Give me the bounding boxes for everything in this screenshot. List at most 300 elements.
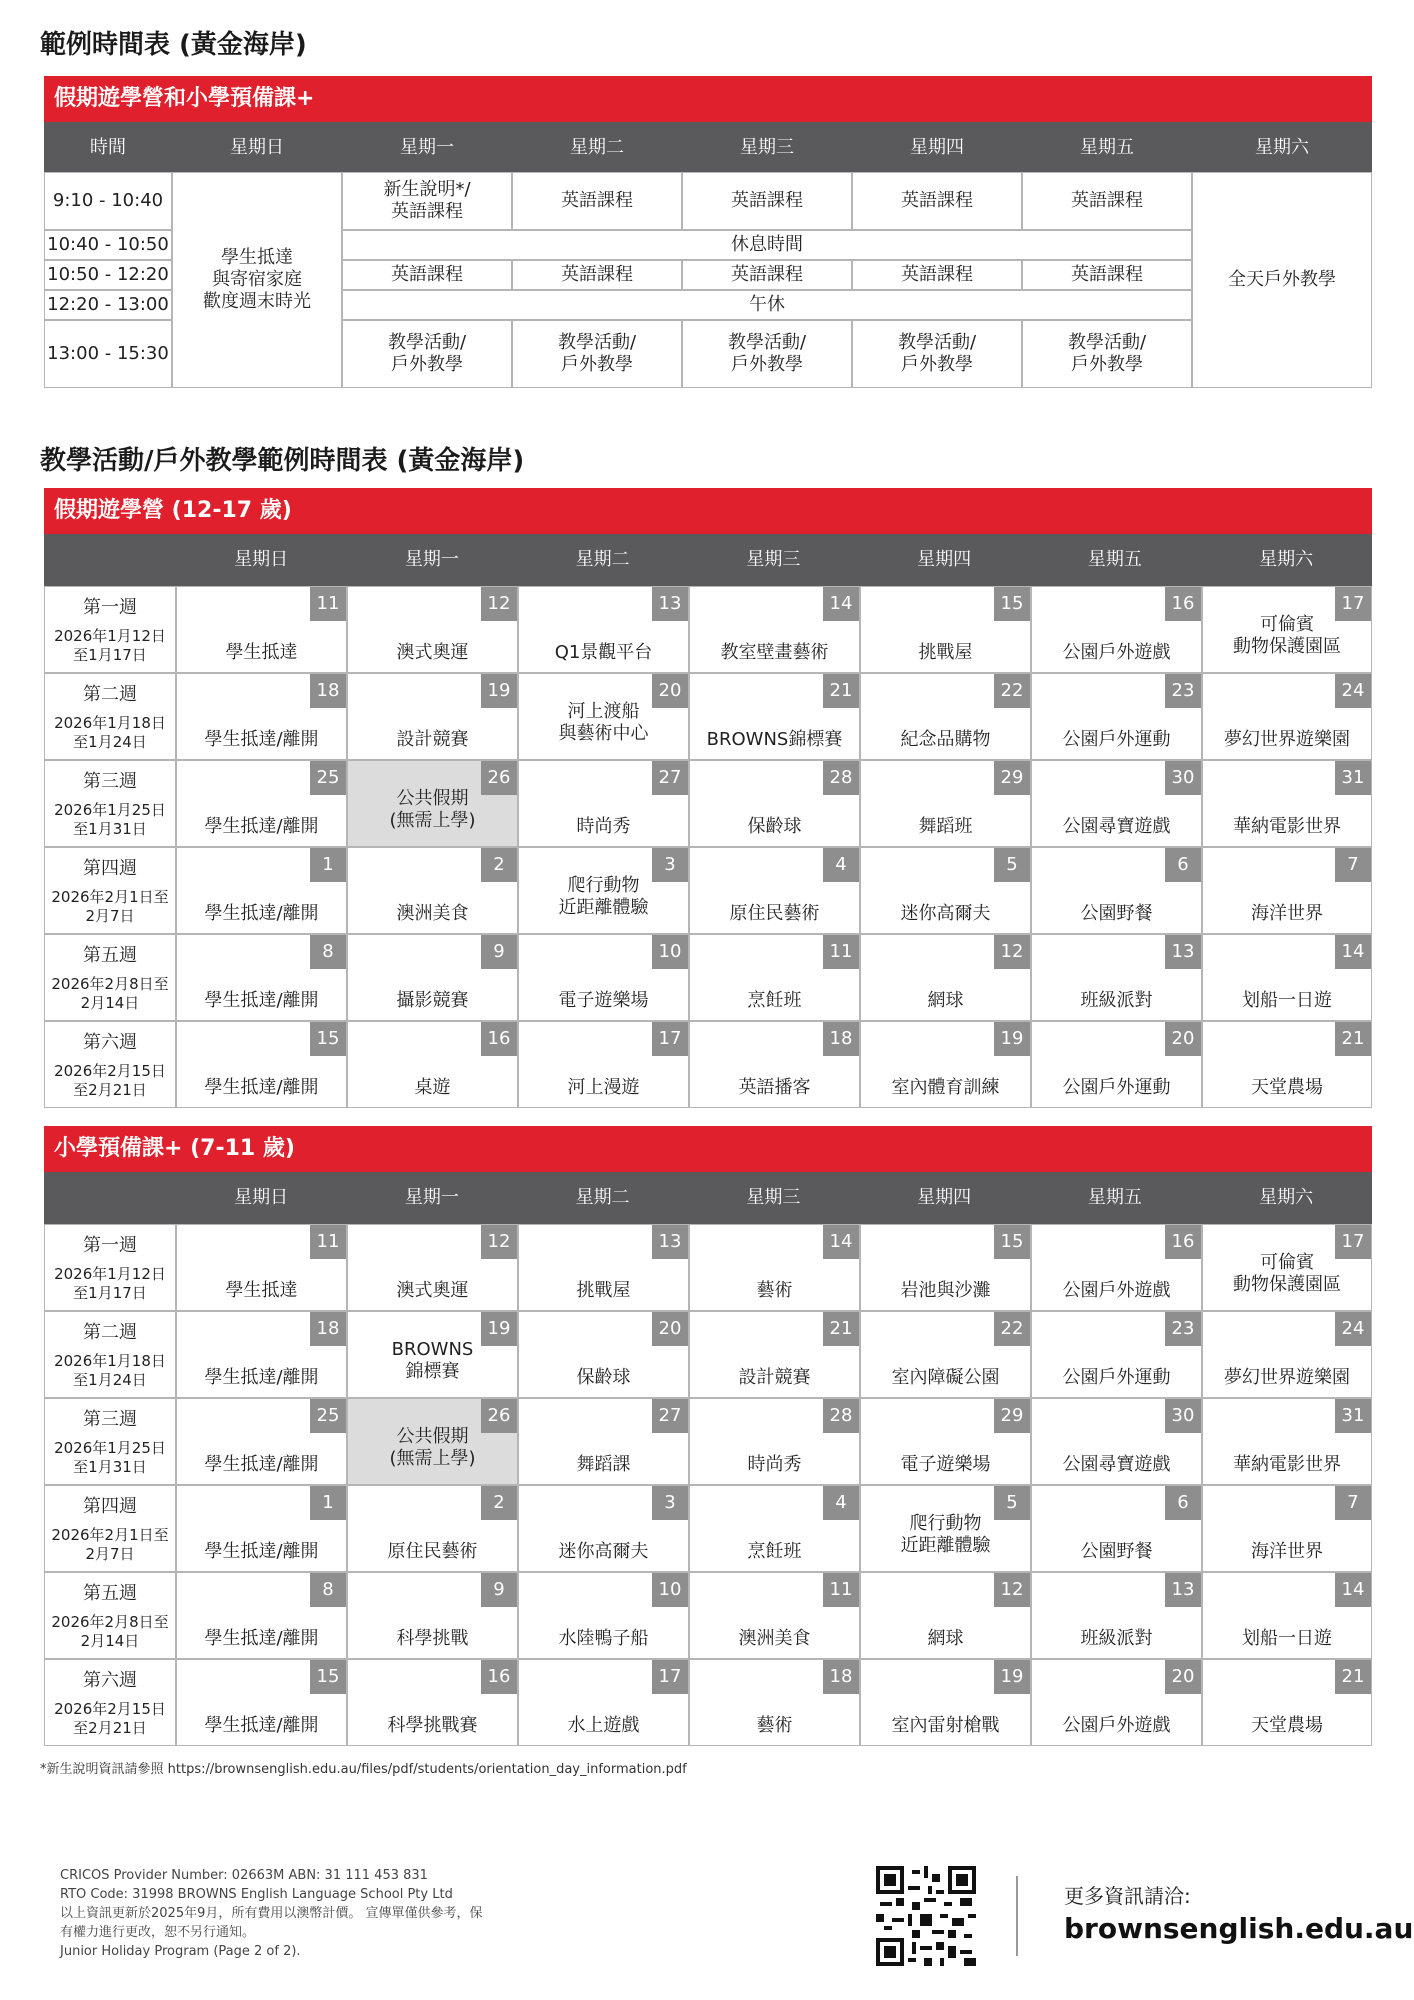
activity-label: 學生抵達/離開	[204, 1077, 319, 1098]
day-number-badge: 14	[1335, 1573, 1371, 1607]
header-week	[44, 534, 176, 586]
day-number-badge: 30	[1165, 1399, 1201, 1433]
activity-label: 澳洲美食	[738, 1628, 811, 1649]
day-number-badge: 7	[1335, 1486, 1371, 1520]
activity-label: 學生抵達/離開	[204, 816, 319, 837]
activity-cell	[1202, 1398, 1372, 1485]
activity-label: 華納電影世界	[1233, 816, 1341, 837]
activity-label: 班級派對	[1080, 990, 1153, 1011]
day-number-badge: 19	[481, 674, 517, 708]
activity-label: 舞蹈課	[576, 1454, 631, 1475]
activity-label: 烹飪班	[747, 1541, 802, 1562]
activity-label: 學生抵達/離開	[204, 1454, 319, 1475]
activity-cell	[1031, 934, 1202, 1021]
header-day: 星期二	[575, 1187, 630, 1208]
activity-cell	[860, 1572, 1031, 1659]
camp-band: 假期遊學營 (12-17 歲)	[44, 488, 1372, 534]
activity-cell	[176, 1572, 347, 1659]
footnote: *新生說明資訊請參照 https://brownsenglish.edu.au/files/pdf/students/orientation_day_information.pdf	[40, 1762, 687, 1777]
week-name: 第三週	[83, 771, 137, 792]
day-number-badge: 16	[481, 1660, 517, 1694]
week-name: 第二週	[83, 684, 137, 705]
activity-label: 攝影競賽	[396, 990, 469, 1011]
activity-cell	[1202, 1224, 1372, 1311]
header-day: 星期日	[234, 549, 289, 570]
day-number-badge: 13	[652, 1225, 688, 1259]
day-number-badge: 19	[994, 1022, 1030, 1056]
activity-cell	[518, 1572, 689, 1659]
activity-label: 挑戰屋	[918, 642, 973, 663]
activity-cell	[1031, 673, 1202, 760]
activity-label: 公園野餐	[1080, 1541, 1153, 1562]
activity-label: 科學挑戰賽	[387, 1715, 478, 1736]
header-week	[44, 1172, 176, 1224]
activity-label: 舞蹈班	[918, 816, 973, 837]
activity-label: 公共假期 (無需上學)	[389, 1426, 476, 1469]
week-dates: 2026年2月8日至 2月14日	[51, 1613, 169, 1650]
day-number-badge: 6	[1165, 848, 1201, 882]
activity-cell	[1031, 1485, 1202, 1572]
week-dates: 2026年1月12日 至1月17日	[54, 627, 166, 664]
week-name: 第五週	[83, 1583, 137, 1604]
day-number-badge: 30	[1165, 761, 1201, 795]
day-number-badge: 1	[310, 848, 346, 882]
week-row	[44, 1659, 1372, 1746]
footer-line: RTO Code: 31998 BROWNS English Language School Pty Ltd	[60, 1887, 453, 1902]
activity-label: 迷你高爾夫	[900, 903, 991, 924]
day-number-badge: 22	[994, 674, 1030, 708]
day-number-badge: 21	[1335, 1022, 1371, 1056]
activity-label: 網球	[927, 1628, 964, 1649]
activity-cell	[176, 1659, 347, 1746]
activity-cell	[689, 1021, 860, 1108]
time-slot: 13:00 - 15:30	[44, 320, 172, 388]
day-number-badge: 20	[652, 674, 688, 708]
day-number-badge: 16	[481, 1022, 517, 1056]
week-label	[44, 1485, 176, 1572]
saturday-cell: 全天戶外教學	[1192, 172, 1372, 388]
activity-cell	[860, 760, 1031, 847]
activity-cell	[860, 1485, 1031, 1572]
activity-label: BROWNS錦標賽	[706, 729, 843, 750]
day-number-badge: 11	[310, 587, 346, 621]
footer-divider	[1016, 1876, 1018, 1956]
time-slot: 10:40 - 10:50	[44, 230, 172, 260]
week-row	[44, 1224, 1372, 1311]
activity-label: 夢幻世界遊樂園	[1224, 729, 1350, 750]
camp-header-row	[44, 534, 1372, 586]
header-day: 星期三	[746, 1187, 801, 1208]
day-number-badge: 2	[481, 1486, 517, 1520]
lesson-cell: 英語課程	[342, 260, 512, 290]
activity-cell	[689, 760, 860, 847]
schedule-header-row	[44, 122, 1372, 174]
week-label	[44, 1021, 176, 1108]
activity-label: 划船一日遊	[1242, 990, 1332, 1011]
activity-cell	[347, 847, 518, 934]
activity-label: 烹飪班	[747, 990, 802, 1011]
time-slot: 10:50 - 12:20	[44, 260, 172, 290]
activity-cell	[518, 673, 689, 760]
activity-cell	[1202, 934, 1372, 1021]
activity-cell	[1202, 760, 1372, 847]
activity-cell	[347, 1485, 518, 1572]
week-dates: 2026年1月12日 至1月17日	[54, 1265, 166, 1302]
sunday-cell: 學生抵達 與寄宿家庭 歡度週末時光	[172, 172, 342, 388]
activity-label: 河上渡船 與藝術中心	[558, 701, 649, 744]
header-day: 星期六	[1259, 1187, 1314, 1208]
activity-cell	[518, 1311, 689, 1398]
activity-cell	[518, 586, 689, 673]
activity-label: 夢幻世界遊樂園	[1224, 1367, 1350, 1388]
activity-cell	[1202, 1485, 1372, 1572]
activity-label: 原住民藝術	[387, 1541, 478, 1562]
activity-label: 學生抵達	[225, 642, 298, 663]
activity-label: 學生抵達/離開	[204, 903, 319, 924]
activity-cell: 教學活動/ 戶外教學	[852, 320, 1022, 388]
day-number-badge: 4	[823, 1486, 859, 1520]
activity-cell	[518, 1021, 689, 1108]
day-number-badge: 26	[481, 761, 517, 795]
activity-label: 天堂農場	[1251, 1715, 1323, 1736]
activity-label: 公園戶外遊戲	[1062, 1280, 1171, 1301]
activity-cell	[176, 847, 347, 934]
week-row	[44, 847, 1372, 934]
activity-label: 可倫賓 動物保護園區	[1233, 1252, 1341, 1295]
day-number-badge: 15	[994, 587, 1030, 621]
activity-cell: 教學活動/ 戶外教學	[682, 320, 852, 388]
activity-label: 學生抵達/離開	[204, 729, 319, 750]
activity-cell	[1031, 760, 1202, 847]
day-number-badge: 17	[1335, 587, 1371, 621]
day-number-badge: 19	[994, 1660, 1030, 1694]
activity-label: 設計競賽	[738, 1367, 811, 1388]
day-number-badge: 21	[823, 674, 859, 708]
activity-label: 桌遊	[414, 1077, 451, 1098]
activity-cell	[518, 760, 689, 847]
week-label	[44, 847, 176, 934]
activity-label: 藝術	[756, 1280, 793, 1301]
activity-cell	[689, 934, 860, 1021]
activity-cell: 教學活動/ 戶外教學	[512, 320, 682, 388]
week-row	[44, 1572, 1372, 1659]
activity-cell	[176, 1398, 347, 1485]
activity-cell	[1031, 847, 1202, 934]
day-number-badge: 13	[1165, 1573, 1201, 1607]
day-number-badge: 23	[1165, 674, 1201, 708]
activity-label: 科學挑戰	[396, 1628, 469, 1649]
week-name: 第五週	[83, 945, 137, 966]
activity-cell	[347, 586, 518, 673]
day-number-badge: 12	[481, 587, 517, 621]
header-day: 星期五	[1087, 549, 1142, 570]
activity-label: 學生抵達/離開	[204, 1715, 319, 1736]
day-number-badge: 11	[823, 1573, 859, 1607]
day-number-badge: 31	[1335, 1399, 1371, 1433]
week-label	[44, 673, 176, 760]
day-number-badge: 14	[1335, 935, 1371, 969]
activity-label: 公園野餐	[1080, 903, 1153, 924]
activity-label: 室內障礙公園	[891, 1367, 1000, 1388]
activity-cell	[860, 586, 1031, 673]
activity-cell	[860, 673, 1031, 760]
day-number-badge: 5	[994, 1486, 1030, 1520]
time-slot: 9:10 - 10:40	[44, 172, 172, 230]
activity-cell	[1202, 1311, 1372, 1398]
week-dates: 2026年2月15日 至2月21日	[54, 1700, 166, 1737]
activity-label: 天堂農場	[1251, 1077, 1323, 1098]
week-dates: 2026年1月25日 至1月31日	[54, 801, 166, 838]
week-name: 第六週	[83, 1032, 137, 1053]
day-number-badge: 31	[1335, 761, 1371, 795]
activity-label: 華納電影世界	[1233, 1454, 1341, 1475]
week-label	[44, 1659, 176, 1746]
more-info-label: 更多資訊請洽:	[1064, 1884, 1191, 1908]
day-number-badge: 5	[994, 848, 1030, 882]
activity-label: 電子遊樂場	[900, 1454, 991, 1475]
header-day: 星期五	[1087, 1187, 1142, 1208]
page-title: 範例時間表 (黃金海岸)	[40, 30, 307, 60]
lesson-cell: 英語課程	[512, 172, 682, 230]
header-day: 星期二	[575, 549, 630, 570]
activity-cell	[518, 934, 689, 1021]
day-number-badge: 20	[1165, 1660, 1201, 1694]
time-slot: 12:20 - 13:00	[44, 290, 172, 320]
day-number-badge: 25	[310, 761, 346, 795]
header-tue: 星期二	[570, 137, 624, 158]
header-fri: 星期五	[1080, 137, 1134, 158]
activity-cell: 教學活動/ 戶外教學	[1022, 320, 1192, 388]
activity-label: 時尚秀	[747, 1454, 802, 1475]
day-number-badge: 14	[823, 1225, 859, 1259]
day-number-badge: 9	[481, 1573, 517, 1607]
activity-label: 划船一日遊	[1242, 1628, 1332, 1649]
activity-cell	[1202, 673, 1372, 760]
activity-label: 公園尋寶遊戲	[1062, 1454, 1171, 1475]
activity-cell	[518, 1659, 689, 1746]
day-number-badge: 17	[652, 1660, 688, 1694]
activity-cell	[347, 1659, 518, 1746]
activity-cell	[347, 1311, 518, 1398]
day-number-badge: 24	[1335, 1312, 1371, 1346]
week-label	[44, 1224, 176, 1311]
activity-cell	[689, 586, 860, 673]
header-sat: 星期六	[1255, 137, 1309, 158]
day-number-badge: 25	[310, 1399, 346, 1433]
activity-label: 公園戶外遊戲	[1062, 1715, 1171, 1736]
activity-label: 水上遊戲	[567, 1715, 640, 1736]
day-number-badge: 13	[652, 587, 688, 621]
week-name: 第四週	[83, 1496, 137, 1517]
activity-label: 海洋世界	[1251, 903, 1323, 924]
qr-code-icon	[876, 1866, 976, 1966]
activity-label: 公園戶外遊戲	[1062, 642, 1171, 663]
website-link[interactable]: brownsenglish.edu.au	[1064, 1912, 1414, 1945]
day-number-badge: 23	[1165, 1312, 1201, 1346]
activity-cell	[1202, 1572, 1372, 1659]
activity-label: 公園尋寶遊戲	[1062, 816, 1171, 837]
day-number-badge: 21	[823, 1312, 859, 1346]
day-number-badge: 18	[310, 674, 346, 708]
activity-cell	[860, 934, 1031, 1021]
week-label	[44, 934, 176, 1021]
activity-cell	[860, 1311, 1031, 1398]
header-time: 時間	[90, 137, 126, 158]
activity-label: 澳洲美食	[396, 903, 469, 924]
week-name: 第四週	[83, 858, 137, 879]
day-number-badge: 17	[652, 1022, 688, 1056]
activity-label: BROWNS 錦標賽	[391, 1339, 474, 1382]
activity-cell	[176, 586, 347, 673]
activity-label: 設計競賽	[396, 729, 469, 750]
week-label	[44, 1311, 176, 1398]
footer-text	[60, 1866, 483, 1961]
week-label	[44, 760, 176, 847]
activity-label: 迷你高爾夫	[558, 1541, 649, 1562]
day-number-badge: 8	[310, 1573, 346, 1607]
activity-label: 可倫賓 動物保護園區	[1233, 614, 1341, 657]
activity-label: 公園戶外運動	[1062, 1077, 1171, 1098]
activity-label: 學生抵達/離開	[204, 1367, 319, 1388]
day-number-badge: 24	[1335, 674, 1371, 708]
activity-cell	[689, 673, 860, 760]
week-dates: 2026年2月1日至 2月7日	[51, 1526, 169, 1563]
activity-cell	[689, 1311, 860, 1398]
day-number-badge: 22	[994, 1312, 1030, 1346]
day-number-badge: 15	[310, 1660, 346, 1694]
week-dates: 2026年2月15日 至2月21日	[54, 1062, 166, 1099]
activities-title: 教學活動/戶外教學範例時間表 (黃金海岸)	[40, 446, 525, 476]
day-number-badge: 17	[1335, 1225, 1371, 1259]
activity-cell	[860, 1659, 1031, 1746]
week-dates: 2026年2月1日至 2月7日	[51, 888, 169, 925]
day-number-badge: 6	[1165, 1486, 1201, 1520]
day-number-badge: 12	[481, 1225, 517, 1259]
day-number-badge: 20	[652, 1312, 688, 1346]
activity-label: 學生抵達	[225, 1280, 298, 1301]
activity-cell	[860, 1021, 1031, 1108]
header-day: 星期一	[404, 1187, 459, 1208]
prep-header-row	[44, 1172, 1372, 1224]
activity-cell	[1031, 1398, 1202, 1485]
activity-cell	[1202, 1021, 1372, 1108]
week-name: 第二週	[83, 1322, 137, 1343]
activity-cell	[176, 1485, 347, 1572]
activity-label: 英語播客	[738, 1077, 811, 1098]
activity-label: 爬行動物 近距離體驗	[900, 1513, 991, 1556]
header-day: 星期六	[1259, 549, 1314, 570]
activity-label: 電子遊樂場	[558, 990, 649, 1011]
activity-label: 水陸鴨子船	[558, 1628, 649, 1649]
activity-label: 河上漫遊	[567, 1077, 640, 1098]
prep-grid	[44, 1224, 1372, 1746]
activity-cell	[1202, 586, 1372, 673]
day-number-badge: 29	[994, 1399, 1030, 1433]
week-row	[44, 673, 1372, 760]
week-row	[44, 934, 1372, 1021]
week-name: 第一週	[83, 597, 137, 618]
activity-label: Q1景觀平台	[554, 642, 653, 663]
activity-label: 原住民藝術	[729, 903, 820, 924]
day-number-badge: 26	[481, 1399, 517, 1433]
activity-label: 室內雷射槍戰	[891, 1715, 1000, 1736]
activity-cell	[347, 934, 518, 1021]
activity-label: 室內體育訓練	[891, 1077, 1000, 1098]
day-number-badge: 12	[994, 1573, 1030, 1607]
activity-label: 教室壁畫藝術	[720, 642, 829, 663]
activity-label: 爬行動物 近距離體驗	[558, 875, 649, 918]
activity-label: 藝術	[756, 1715, 793, 1736]
activity-label: 紀念品購物	[900, 729, 991, 750]
day-number-badge: 11	[310, 1225, 346, 1259]
day-number-badge: 27	[652, 1399, 688, 1433]
day-number-badge: 21	[1335, 1660, 1371, 1694]
header-day: 星期三	[746, 549, 801, 570]
week-row	[44, 1398, 1372, 1485]
header-day: 星期一	[404, 549, 459, 570]
activity-label: 保齡球	[747, 816, 802, 837]
activity-label: 保齡球	[576, 1367, 631, 1388]
lunch-cell: 午休	[342, 290, 1192, 320]
activity-label: 學生抵達/離開	[204, 1541, 319, 1562]
week-dates: 2026年1月18日 至1月24日	[54, 1352, 166, 1389]
week-name: 第三週	[83, 1409, 137, 1430]
day-number-badge: 18	[310, 1312, 346, 1346]
schedule-table	[44, 172, 1372, 388]
activity-cell	[1031, 586, 1202, 673]
footer-line: 有權力進行更改，恕不另行通知。	[60, 1925, 256, 1940]
day-number-badge: 1	[310, 1486, 346, 1520]
activity-cell	[518, 1398, 689, 1485]
activity-label: 學生抵達/離開	[204, 1628, 319, 1649]
activity-label: 澳式奧運	[396, 1280, 469, 1301]
day-number-badge: 7	[1335, 848, 1371, 882]
week-row	[44, 586, 1372, 673]
day-number-badge: 12	[994, 935, 1030, 969]
day-number-badge: 20	[1165, 1022, 1201, 1056]
week-row	[44, 1485, 1372, 1572]
day-number-badge: 14	[823, 587, 859, 621]
lesson-cell: 英語課程	[512, 260, 682, 290]
activity-label: 公園戶外運動	[1062, 1367, 1171, 1388]
day-number-badge: 15	[310, 1022, 346, 1056]
week-label	[44, 586, 176, 673]
activity-cell	[689, 1659, 860, 1746]
day-number-badge: 16	[1165, 1225, 1201, 1259]
activity-label: 學生抵達/離開	[204, 990, 319, 1011]
week-dates: 2026年1月18日 至1月24日	[54, 714, 166, 751]
day-number-badge: 3	[652, 1486, 688, 1520]
activity-cell	[689, 1398, 860, 1485]
activity-label: 澳式奧運	[396, 642, 469, 663]
activity-cell	[347, 673, 518, 760]
activity-label: 岩池與沙灘	[900, 1280, 991, 1301]
activity-cell	[860, 1224, 1031, 1311]
day-number-badge: 8	[310, 935, 346, 969]
activity-cell	[1031, 1659, 1202, 1746]
day-number-badge: 18	[823, 1660, 859, 1694]
lesson-cell: 英語課程	[682, 172, 852, 230]
camp-grid	[44, 586, 1372, 1108]
activity-label: 公園戶外運動	[1062, 729, 1171, 750]
activity-cell	[518, 1485, 689, 1572]
activity-cell	[176, 1224, 347, 1311]
activity-cell	[689, 1572, 860, 1659]
activity-cell	[176, 934, 347, 1021]
week-row	[44, 1021, 1372, 1108]
activity-cell	[1202, 1659, 1372, 1746]
header-wed: 星期三	[740, 137, 794, 158]
